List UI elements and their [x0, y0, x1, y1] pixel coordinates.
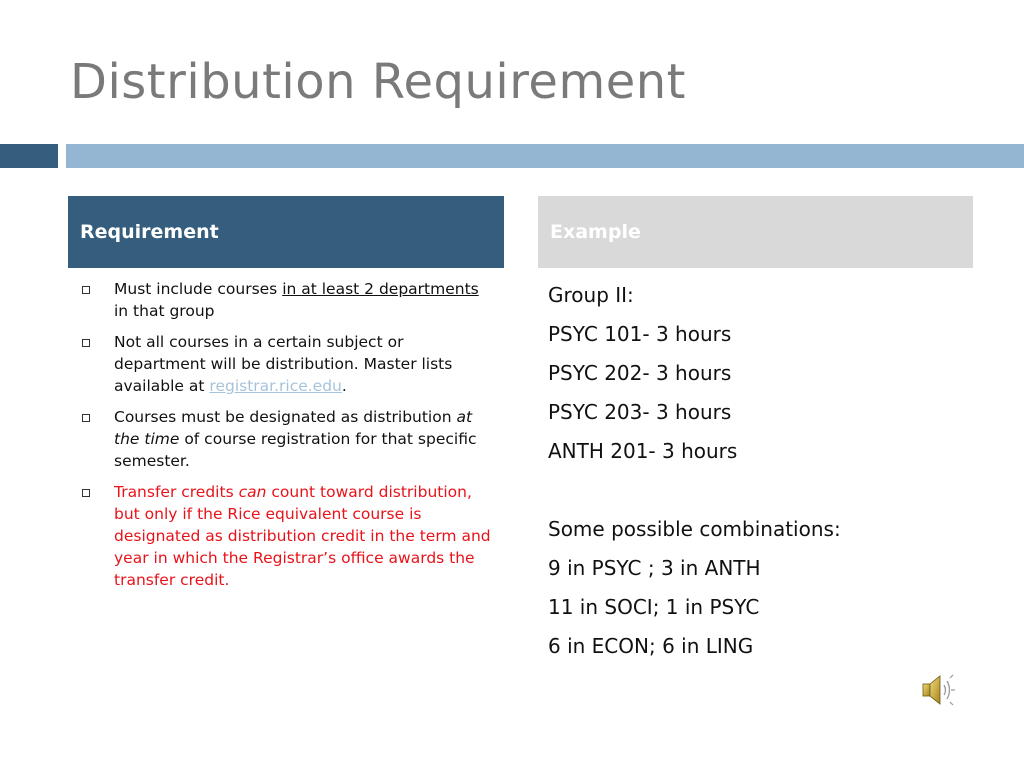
requirement-item-transfer: Transfer credits can count toward distribution, but only if the Rice equivalent course is designated as distribution credit in the term and year in which the Registrar’s office awards the transfer credit. [80, 481, 492, 591]
requirement-item: Courses must be designated as distribution at the time of course registration for that specific semester. [80, 406, 492, 472]
example-line: Group II: [548, 283, 634, 307]
square-bullet-icon [82, 489, 90, 497]
example-line: ANTH 201- 3 hours [548, 439, 738, 463]
requirement-header-label: Requirement [80, 221, 219, 243]
speaker-icon[interactable] [920, 672, 956, 708]
example-content [548, 276, 968, 666]
requirement-header [68, 196, 504, 268]
square-bullet-icon [82, 286, 90, 294]
slide-title: Distribution Requirement [70, 54, 686, 110]
requirement-list [80, 278, 492, 600]
square-bullet-icon [82, 414, 90, 422]
requirement-item: Not all courses in a certain subject or department will be distribution. Master lists available at registrar.rice.edu. [80, 331, 492, 397]
example-line-spacer [548, 471, 968, 510]
example-line: Some possible combinations: [548, 517, 841, 541]
requirement-item: Must include courses in at least 2 departments in that group [80, 278, 492, 322]
square-bullet-icon [82, 339, 90, 347]
example-line: 9 in PSYC ; 3 in ANTH [548, 556, 761, 580]
example-line: 6 in ECON; 6 in LING [548, 634, 754, 658]
example-line: PSYC 101- 3 hours [548, 322, 732, 346]
example-line: 11 in SOCI; 1 in PSYC [548, 595, 760, 619]
example-header-label: Example [550, 221, 641, 243]
example-header [538, 196, 973, 268]
registrar-link[interactable]: registrar.rice.edu [209, 377, 342, 395]
accent-bar-light [66, 144, 1024, 168]
accent-bar-dark [0, 144, 58, 168]
example-line: PSYC 203- 3 hours [548, 400, 732, 424]
example-line: PSYC 202- 3 hours [548, 361, 732, 385]
